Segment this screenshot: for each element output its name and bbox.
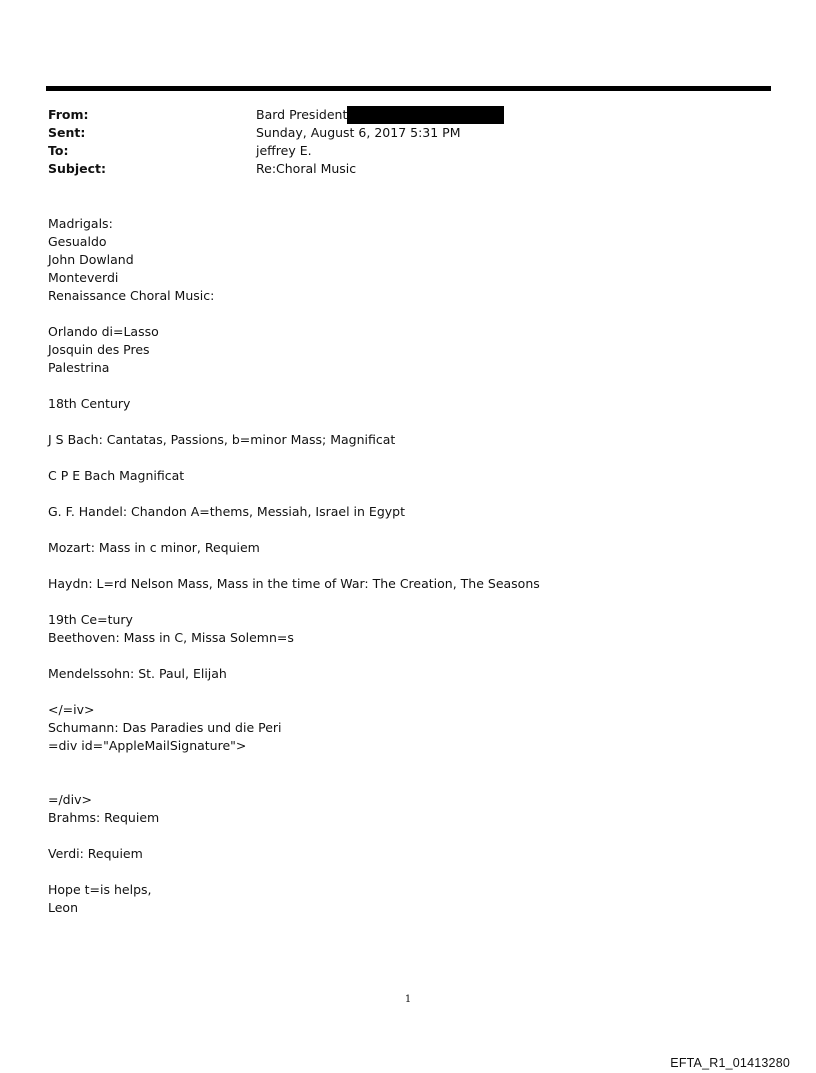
blank-line [48,683,768,701]
subject-label: Subject: [48,161,106,176]
page-number: 1 [404,994,412,1005]
to-row [48,142,748,160]
blank-line [48,647,768,665]
sent-value: Sunday, August 6, 2017 5:31 PM [256,125,461,140]
from-name: Bard President [256,107,348,122]
blank-line [48,557,768,575]
email-body [48,215,768,917]
blank-line [48,863,768,881]
body-line: Mendelssohn: St. Paul, Elijah [48,666,227,681]
from-row [48,106,748,124]
body-line: 19th Ce=tury [48,612,133,627]
body-line: </=iv> [48,702,95,717]
body-line: C P E Bach Magnificat [48,468,185,483]
body-line: Leon [48,900,79,915]
to-value: jeffrey E. [256,143,312,158]
body-line: Schumann: Das Paradies und die Peri [48,720,282,735]
blank-line [48,377,768,395]
sent-row [48,124,748,142]
body-line: Madrigals: [48,216,113,231]
body-line: =div id="AppleMailSignature"> [48,738,247,753]
from-label: From: [48,107,89,122]
blank-line [48,413,768,431]
email-header [48,106,748,178]
subject-row [48,160,748,178]
body-line: Beethoven: Mass in C, Missa Solemn=s [48,630,294,645]
blank-line [48,449,768,467]
document-id: EFTA_R1_01413280 [670,1056,790,1070]
body-line: Hope t=is helps, [48,882,152,897]
blank-line [48,593,768,611]
body-line: Brahms: Requiem [48,810,160,825]
subject-value: Re:Choral Music [256,161,357,176]
sent-label: Sent: [48,125,86,140]
blank-line [48,305,768,323]
header-divider [46,86,771,91]
body-line: Mozart: Mass in c minor, Requiem [48,540,260,555]
body-line: Josquin des Pres [48,342,150,357]
blank-line [48,521,768,539]
body-line: Gesualdo [48,234,107,249]
blank-line [48,773,768,791]
body-line: J S Bach: Cantatas, Passions, b=minor Mass; Magnificat [48,432,396,447]
body-line: Renaissance Choral Music: [48,288,215,303]
body-line: G. F. Handel: Chandon A=thems, Messiah, Israel in Egypt [48,504,405,519]
redaction-block [347,106,504,124]
to-label: To: [48,143,69,158]
body-line: Verdi: Requiem [48,846,143,861]
blank-line [48,485,768,503]
body-line: Palestrina [48,360,110,375]
body-line: Monteverdi [48,270,119,285]
blank-line [48,827,768,845]
body-line: =/div> [48,792,92,807]
body-line: Orlando di=Lasso [48,324,159,339]
from-value [256,106,504,124]
blank-line [48,755,768,773]
body-line: 18th Century [48,396,131,411]
body-line: Haydn: L=rd Nelson Mass, Mass in the time of War: The Creation, The Seasons [48,576,540,591]
body-line: John Dowland [48,252,134,267]
